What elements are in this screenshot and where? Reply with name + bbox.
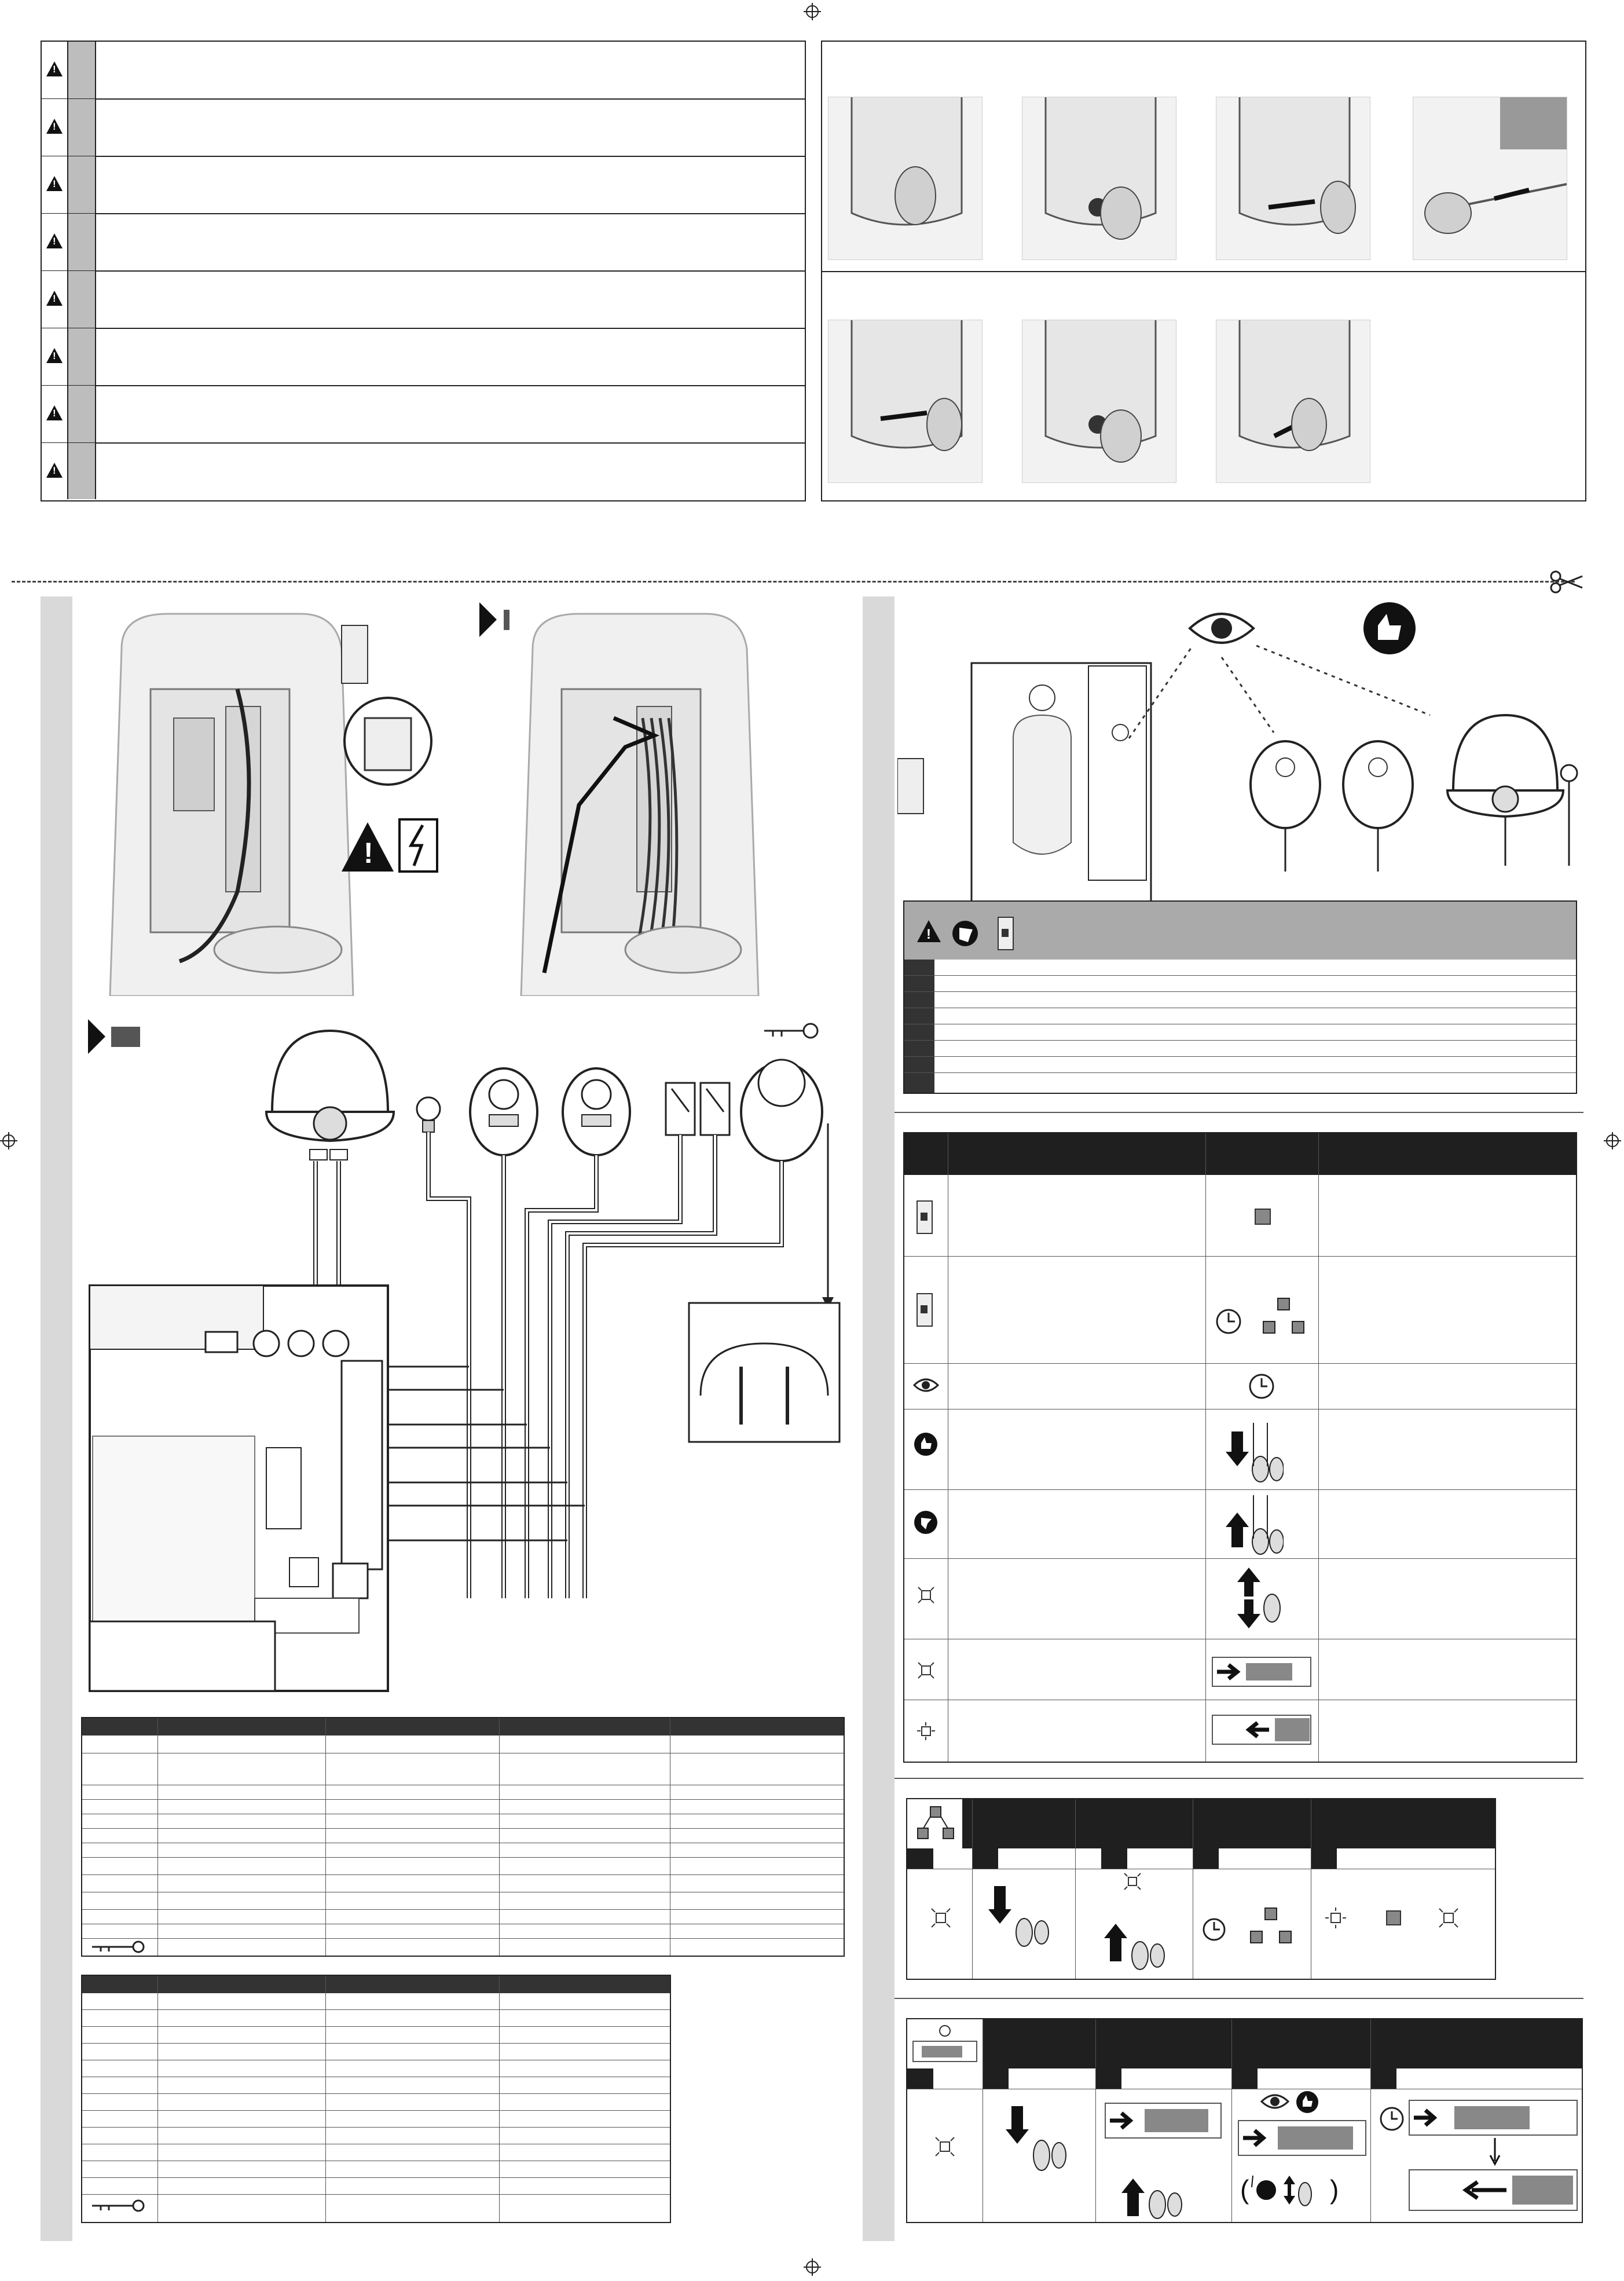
- clock-icon: [1249, 1374, 1275, 1400]
- finger-up-icon: [1121, 2155, 1185, 2222]
- registration-mark-icon: [804, 3, 821, 20]
- clock-icon: [1214, 1295, 1307, 1342]
- warning-row: [42, 42, 805, 100]
- release-photo-6: [1022, 320, 1176, 483]
- warning-high-voltage: [336, 817, 440, 874]
- finger-up-icon: [1104, 1903, 1168, 1973]
- install-photo-2: [509, 602, 845, 996]
- eye-icon: [1190, 614, 1253, 643]
- svg-text:!: !: [926, 927, 931, 942]
- arrow-marker-icon: [479, 602, 497, 637]
- key-icon: [89, 2199, 147, 2213]
- release-photo-1: [828, 97, 983, 260]
- warning-row: [42, 443, 805, 499]
- warning-row: [42, 386, 805, 444]
- led-group-icon: [913, 1805, 956, 1843]
- install-photo-1: [87, 602, 504, 996]
- clock-icon: [1379, 2106, 1405, 2132]
- programming-table-1: [906, 1798, 1496, 1980]
- center-margin-strip: [863, 596, 895, 2241]
- release-instructions-panel: [821, 41, 1586, 501]
- status-legend-table: [903, 900, 1577, 1094]
- gate-open-icon: [1104, 2100, 1223, 2141]
- breaker-icon: [916, 1200, 933, 1235]
- led-blink-icon: [933, 2135, 956, 2158]
- warning-row: [42, 99, 805, 157]
- warning-row: [42, 156, 805, 214]
- release-photo-5: [828, 320, 983, 483]
- thumb-down-icon: [913, 1510, 939, 1536]
- wiring-table-1: [81, 1717, 845, 1957]
- led-blink-icon: [1437, 1906, 1460, 1929]
- release-photo-4: [1413, 97, 1567, 260]
- finger-down-icon: [1006, 2100, 1069, 2176]
- led-blink-icon: [929, 1906, 952, 1929]
- led-on-icon: [916, 1721, 936, 1741]
- gate-size-icon: [910, 2024, 980, 2064]
- thumb-down-icon: [951, 919, 980, 948]
- wiring-table-2: [81, 1975, 671, 2223]
- finger-down-icon: [1226, 1420, 1284, 1484]
- clock-icon: [1201, 1903, 1300, 1950]
- svg-text:!: !: [364, 837, 373, 869]
- finger-down-icon: [988, 1880, 1052, 1950]
- procedure-table: [903, 1132, 1577, 1763]
- wiring-diagram: [87, 1019, 857, 1697]
- thumb-up-icon: [1363, 602, 1416, 654]
- warning-row: [42, 328, 805, 386]
- warning-triangle-icon: [46, 61, 63, 76]
- finger-up-icon: [1226, 1492, 1284, 1556]
- thumb-up-icon: [913, 1431, 939, 1458]
- warning-triangle-icon: [46, 463, 63, 478]
- thumb-up-icon: [1295, 2090, 1319, 2114]
- gate-cycle-icon: [1408, 2097, 1579, 2219]
- scissors-icon: [1549, 570, 1583, 594]
- breaker-icon: [997, 916, 1014, 951]
- led-blink-icon: [916, 1660, 936, 1680]
- led-blink-icon: [916, 1585, 936, 1605]
- square-led-icon: [1386, 1910, 1401, 1925]
- programming-table-2: [906, 2018, 1583, 2223]
- key-icon: [89, 1940, 147, 1954]
- svg-text:): ): [1330, 2174, 1339, 2205]
- gate-close-icon: [1211, 1712, 1313, 1747]
- registration-mark-icon: [1604, 1132, 1621, 1149]
- warning-triangle-icon: [46, 176, 63, 191]
- eye-icon: [1260, 2092, 1289, 2112]
- thumb-down-icon: [1240, 2170, 1341, 2210]
- square-led-icon: [1255, 1209, 1271, 1225]
- led-on-icon: [1324, 1906, 1347, 1929]
- led-blink-icon: [1123, 1872, 1143, 1892]
- release-photo-3: [1216, 97, 1370, 260]
- warning-triangle-icon: [46, 405, 63, 420]
- warning-triangle-icon: [46, 233, 63, 248]
- svg-text:(: (: [1240, 2174, 1249, 2205]
- warning-row: [42, 214, 805, 272]
- warning-triangle-icon: [46, 348, 63, 363]
- gate-open-icon: [1211, 1654, 1313, 1689]
- warning-triangle-icon: [46, 291, 63, 306]
- eye-icon: [913, 1376, 939, 1394]
- release-photo-7: [1216, 320, 1370, 483]
- gate-open-icon: [1237, 2118, 1368, 2158]
- warning-triangle-icon: [916, 919, 942, 943]
- warnings-panel: [41, 41, 806, 501]
- registration-mark-icon: [0, 1132, 17, 1149]
- key-icon: [764, 1024, 818, 1038]
- warning-row: [42, 271, 805, 329]
- finger-up-down-icon: [1237, 1565, 1284, 1631]
- breaker-icon: [916, 1293, 933, 1327]
- cut-line: [12, 581, 1575, 583]
- release-photo-2: [1022, 97, 1176, 260]
- registration-mark-icon: [804, 2258, 821, 2276]
- left-margin-strip: [41, 596, 72, 2241]
- warning-triangle-icon: [46, 119, 63, 134]
